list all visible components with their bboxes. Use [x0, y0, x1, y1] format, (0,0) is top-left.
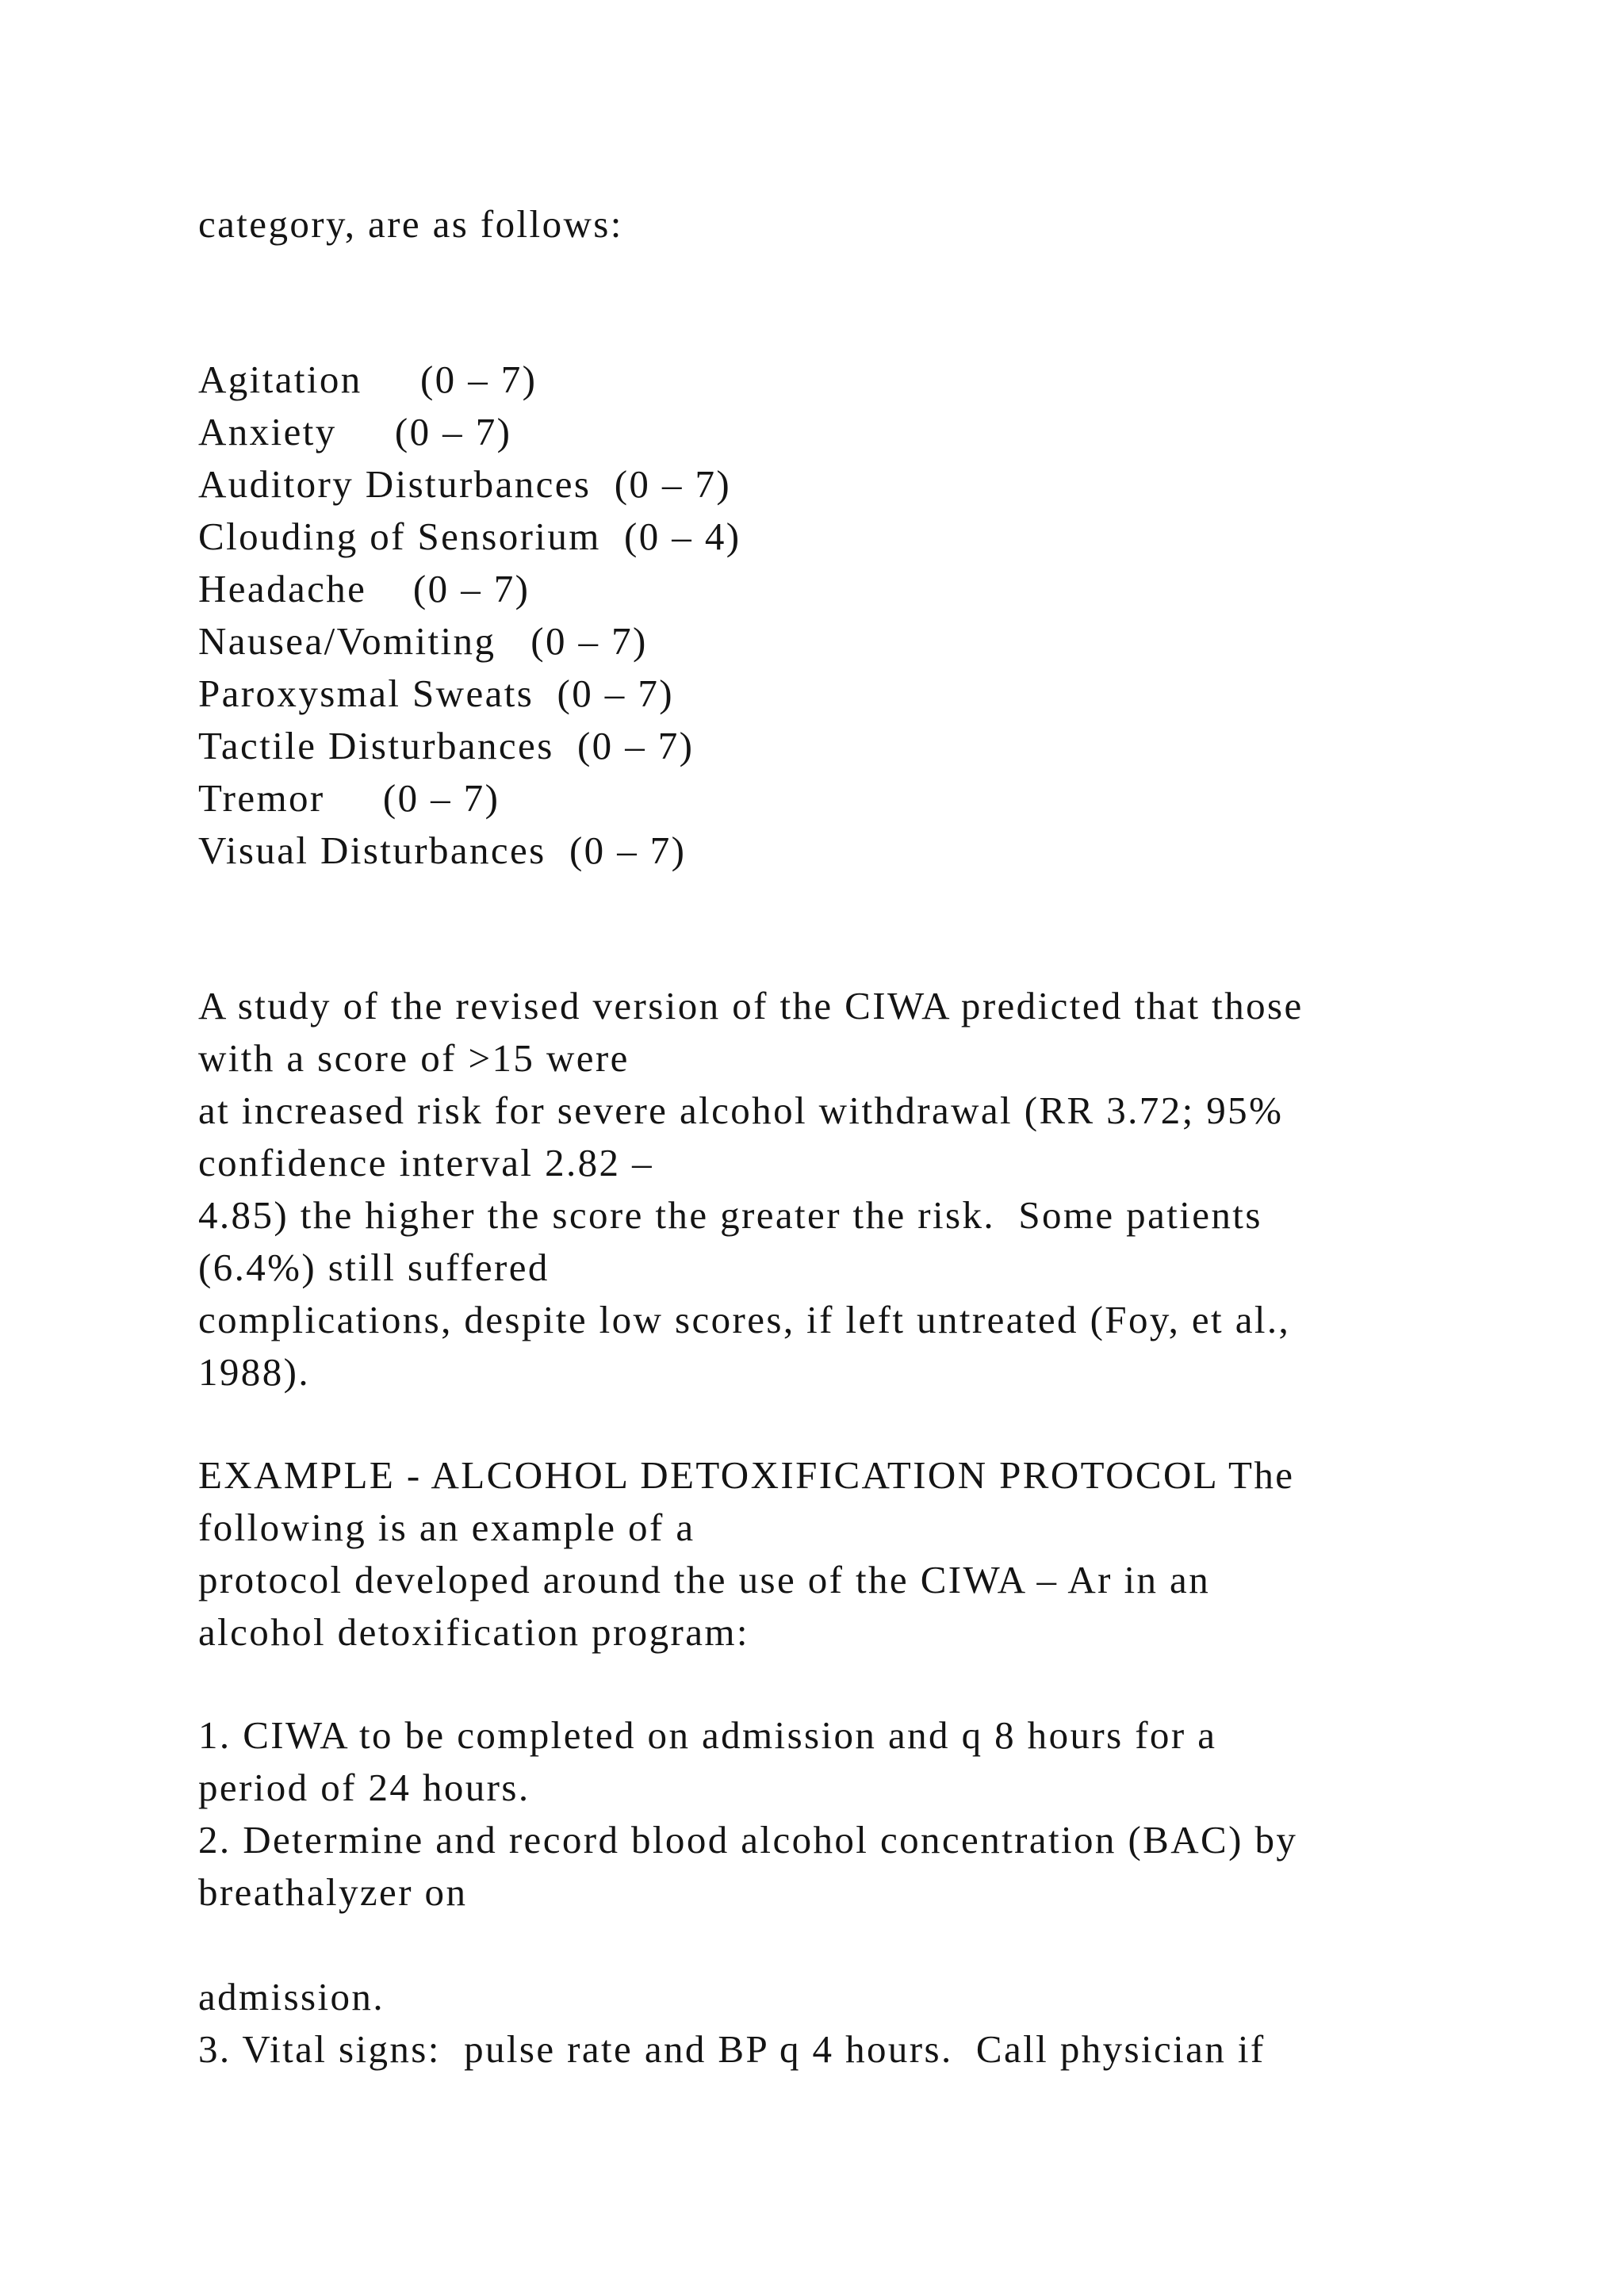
- intro-line: category, are as follows:: [198, 202, 623, 246]
- protocol-intro-line: following is an example of a: [198, 1506, 695, 1549]
- category-visual: Visual Disturbances (0 – 7): [198, 828, 687, 872]
- study-paragraph-line: A study of the revised version of the CIWA predicted that those: [198, 984, 1304, 1027]
- category-auditory: Auditory Disturbances (0 – 7): [198, 462, 732, 506]
- protocol-intro-line: protocol developed around the use of the CIWA – Ar in an: [198, 1558, 1211, 1601]
- protocol-heading-line: EXAMPLE - ALCOHOL DETOXIFICATION PROTOCOL The: [198, 1453, 1295, 1497]
- category-sweats: Paroxysmal Sweats (0 – 7): [198, 672, 674, 715]
- protocol-intro-line: alcohol detoxification program:: [198, 1610, 749, 1654]
- study-paragraph-line: confidence interval 2.82 –: [198, 1141, 653, 1184]
- study-paragraph-line: 1988).: [198, 1350, 310, 1394]
- category-agitation: Agitation (0 – 7): [198, 358, 538, 401]
- protocol-step-line: 3. Vital signs: pulse rate and BP q 4 hours. Call physician if: [198, 2027, 1266, 2071]
- category-tactile: Tactile Disturbances (0 – 7): [198, 724, 695, 767]
- study-paragraph-line: 4.85) the higher the score the greater the risk. Some patients: [198, 1193, 1262, 1237]
- category-clouding: Clouding of Sensorium (0 – 4): [198, 515, 741, 558]
- category-headache: Headache (0 – 7): [198, 567, 530, 610]
- protocol-step-line: 1. CIWA to be completed on admission and q 8 hours for a: [198, 1713, 1217, 1757]
- protocol-step-line: 2. Determine and record blood alcohol concentration (BAC) by: [198, 1818, 1298, 1862]
- protocol-step-line: breathalyzer on: [198, 1870, 468, 1914]
- study-paragraph-line: complications, despite low scores, if left untreated (Foy, et al.,: [198, 1298, 1291, 1341]
- category-anxiety: Anxiety (0 – 7): [198, 410, 512, 453]
- protocol-step-line: period of 24 hours.: [198, 1766, 530, 1809]
- category-nausea: Nausea/Vomiting (0 – 7): [198, 619, 648, 663]
- study-paragraph-line: (6.4%) still suffered: [198, 1246, 550, 1289]
- study-paragraph-line: at increased risk for severe alcohol withdrawal (RR 3.72; 95%: [198, 1089, 1284, 1132]
- protocol-step-line: admission.: [198, 1975, 385, 2019]
- category-tremor: Tremor (0 – 7): [198, 776, 500, 820]
- study-paragraph-line: with a score of >15 were: [198, 1036, 630, 1080]
